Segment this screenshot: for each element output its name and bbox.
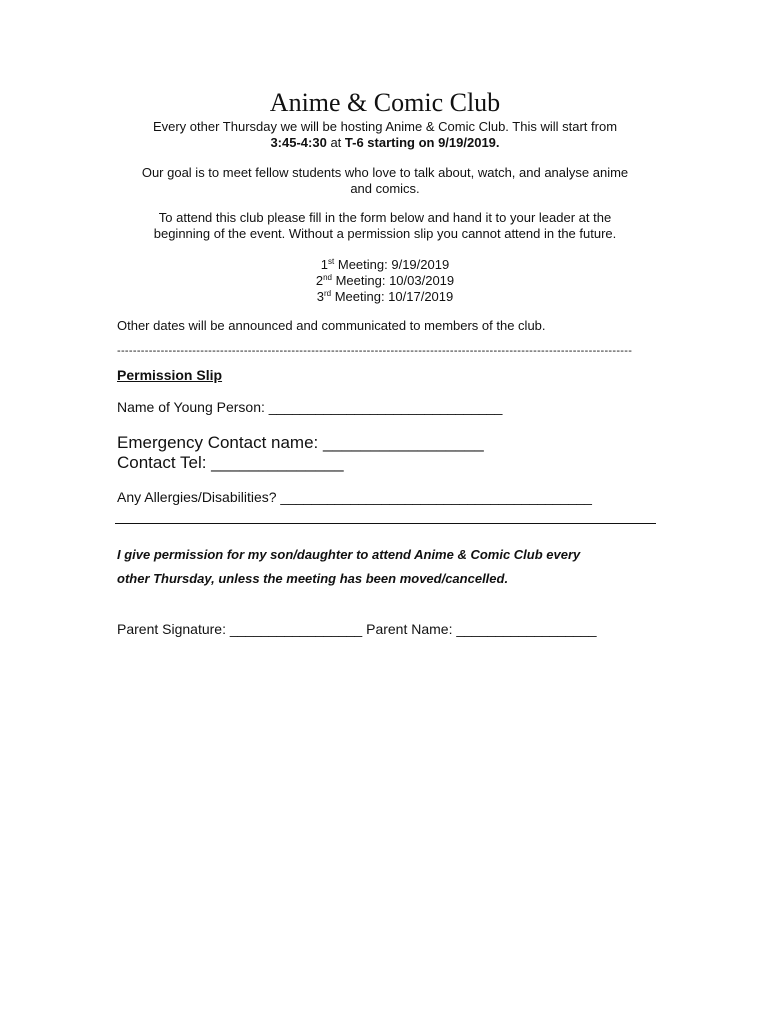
page-title: Anime & Comic Club bbox=[269, 88, 501, 117]
meeting-2-date: Meeting: 10/03/2019 bbox=[331, 273, 455, 288]
attend-line-1: To attend this club please fill in the form below and hand it to your leader at the bbox=[158, 210, 612, 225]
attend-paragraph bbox=[110, 210, 660, 242]
meeting-3-suffix: rd bbox=[323, 289, 332, 298]
meeting-3 bbox=[110, 289, 660, 305]
divider-line bbox=[115, 523, 656, 524]
intro-line-2 bbox=[110, 135, 660, 151]
intro-time: 3:45-4:30 bbox=[270, 135, 327, 150]
consent-line-1: I give permission for my son/daughter to attend Anime & Comic Club every bbox=[117, 547, 581, 562]
intro-at: at bbox=[326, 135, 345, 150]
goal-line-2: and comics. bbox=[350, 181, 420, 196]
meeting-3-date: Meeting: 10/17/2019 bbox=[331, 289, 454, 304]
meeting-1-suffix: st bbox=[328, 257, 335, 266]
permission-slip-heading: Permission Slip bbox=[117, 367, 223, 383]
meeting-1 bbox=[110, 257, 660, 273]
intro-paragraph bbox=[110, 119, 660, 151]
allergies-field[interactable]: Any Allergies/Disabilities? ________________________________________ bbox=[117, 489, 592, 505]
meeting-2 bbox=[110, 273, 660, 289]
other-dates-note: Other dates will be announced and communicated to members of the club. bbox=[117, 318, 546, 333]
meeting-2-suffix: nd bbox=[323, 273, 332, 282]
goal-line-1: Our goal is to meet fellow students who love to talk about, watch, and analyse anime bbox=[141, 165, 629, 180]
goal-paragraph bbox=[110, 165, 660, 197]
parent-signature-field[interactable]: Parent Signature: _________________ Parent Name: __________________ bbox=[117, 621, 597, 637]
meeting-1-date: Meeting: 9/19/2019 bbox=[334, 257, 450, 272]
intro-line-1: Every other Thursday we will be hosting Anime & Comic Club. This will start from bbox=[152, 119, 618, 134]
meeting-dates bbox=[110, 257, 660, 305]
contact-tel-field[interactable]: Contact Tel: ______________ bbox=[117, 453, 344, 472]
young-person-name-field[interactable]: Name of Young Person: ______________________________ bbox=[117, 399, 503, 415]
cut-line: ---------------------------------------------------------------------------------------------------------------------------------- bbox=[117, 345, 633, 357]
intro-location: T-6 starting on 9/19/2019. bbox=[344, 135, 500, 150]
meeting-1-number: 1 bbox=[320, 257, 329, 272]
meeting-3-number: 3 bbox=[316, 289, 324, 304]
attend-line-2: beginning of the event. Without a permission slip you cannot attend in the future. bbox=[153, 226, 617, 241]
meeting-2-number: 2 bbox=[315, 273, 324, 288]
emergency-contact-field[interactable]: Emergency Contact name: _________________ bbox=[117, 433, 484, 452]
consent-line-2: other Thursday, unless the meeting has been moved/cancelled. bbox=[117, 571, 509, 586]
